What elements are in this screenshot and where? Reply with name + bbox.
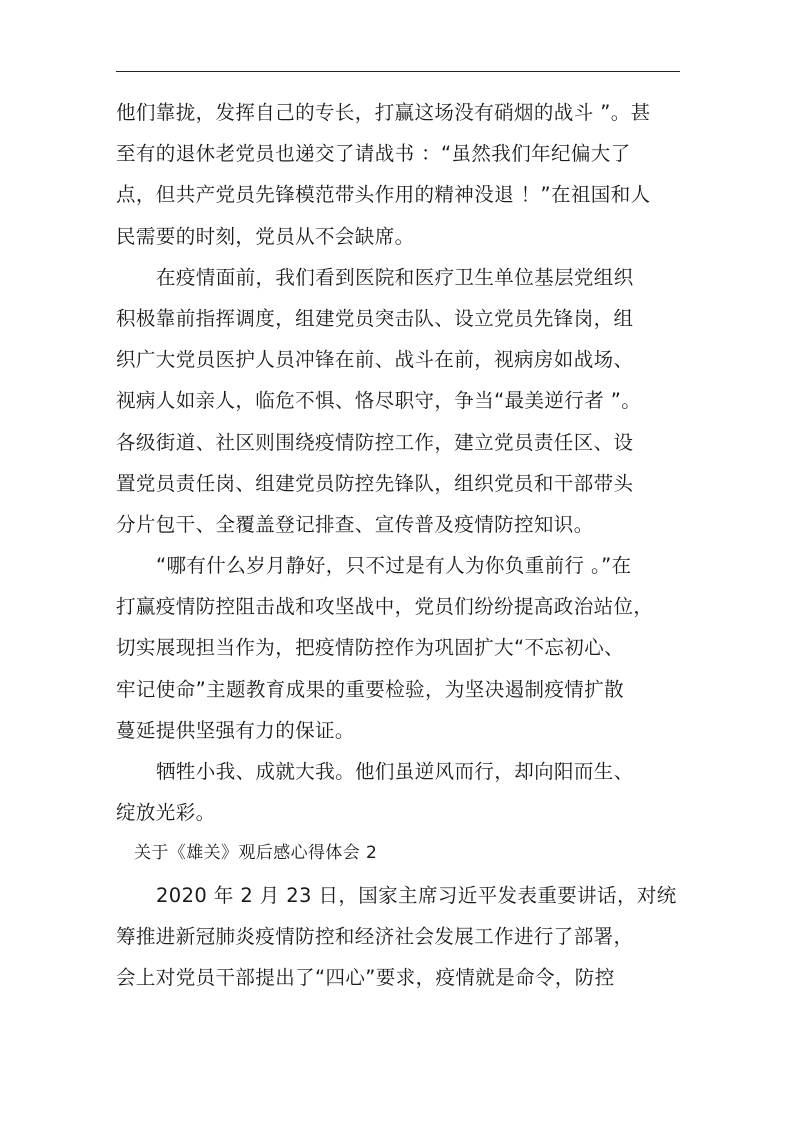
paragraph-line: 会上对党员干部提出了“四心”要求，疫情就是命令，防控 <box>116 965 615 989</box>
paragraph-line: 至有的退休老党员也递交了请战书 ：“虽然我们年纪偏大了 <box>116 142 631 166</box>
paragraph-line: 打赢疫情防控阻击战和攻坚战中，党员们纷纷提高政治站位， <box>116 595 654 619</box>
paragraph-line: 视病人如亲人，临危不惧、恪尽职守，争当“最美逆行者 ”。 <box>116 389 642 413</box>
paragraph-line: 置党员责任岗、组建党员防控先锋队，组织党员和干部带头 <box>116 471 634 495</box>
header-rule <box>116 71 680 72</box>
paragraph-line: 蔓延提供坚强有力的保证。 <box>116 718 355 742</box>
paragraph-line: “哪有什么岁月静好，只不过是有人为你负重前行 。”在 <box>156 554 632 578</box>
paragraph-line: 切实展现担当作为，把疫情防控作为巩固扩大“不忘初心、 <box>116 636 625 660</box>
paragraph-line: 积极靠前指挥调度，组建党员突击队、设立党员先锋岗，组 <box>116 306 634 330</box>
document-body <box>116 92 688 998</box>
paragraph-line: 牢记使命”主题教育成果的重要检验，为坚决遏制疫情扩散 <box>116 677 625 701</box>
paragraph-line: 牺牲小我、成就大我。他们虽逆风而行，却向阳而生、 <box>156 760 634 783</box>
paragraph-line: 2020 年 2 月 23 日，国家主席习近平发表重要讲话，对统 <box>156 883 677 907</box>
paragraph-line: 分片包干、全覆盖登记排查、宣传普及疫情防控知识。 <box>116 512 594 536</box>
paragraph-line: 各级街道、社区则围绕疫情防控工作，建立党员责任区、设 <box>116 430 634 454</box>
paragraph-line: 民需要的时刻，党员从不会缺席。 <box>116 224 415 248</box>
paragraph-line: 筹推进新冠肺炎疫情防控和经济社会发展工作进行了部署， <box>116 924 634 948</box>
paragraph-line: 绽放光彩。 <box>116 801 216 825</box>
paragraph-line: 点，但共产党员先锋模范带头作用的精神没退 ！”在祖国和人 <box>116 183 651 207</box>
paragraph-line: 他们靠拢，发挥自己的专长，打赢这场没有硝烟的战斗 ”。甚 <box>116 101 651 124</box>
section-title: 关于《雄关》观后感心得体会 2 <box>134 843 378 864</box>
paragraph-line: 织广大党员医护人员冲锋在前、战斗在前，视病房如战场、 <box>116 348 634 372</box>
paragraph-line: 在疫情面前，我们看到医院和医疗卫生单位基层党组织 <box>156 265 634 289</box>
